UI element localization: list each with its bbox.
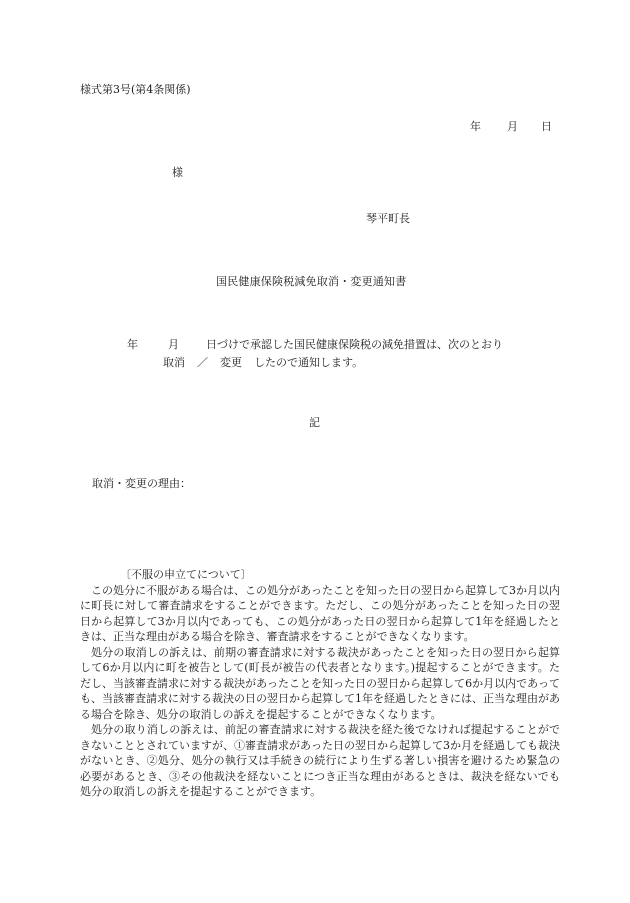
reason-label: 取消・変更の理由： <box>92 477 191 490</box>
notification-sentence: したので通知します。 <box>254 356 364 369</box>
option-separator: ／ <box>197 356 208 369</box>
addressee-honorific: 様 <box>172 166 183 179</box>
date-day-label: 日 <box>541 120 552 133</box>
appeal-paragraph: この処分に不服がある場合は、この処分があったことを知った日の翌日から起算して3か月以内に町長に対して審査請求をすることができます。ただし、この処分があったことを知った日の翌日から起算して3か月以内であっても、この処分があった日の翌日から起算して1年を経過したときは、正当な理由がある場合を除き、審査請求をすることができなくなります。 <box>80 583 560 643</box>
appeal-heading: 〔不服の申立てについて〕 <box>120 568 252 581</box>
notice-body-line-1 <box>127 336 503 352</box>
date-month-label: 月 <box>507 120 518 133</box>
document-title: 国民健康保険税減免取消・変更通知書 <box>216 275 407 288</box>
appeal-paragraph: 処分の取消しの訴えは、前期の審査請求に対する裁決があったことを知った日の翌日から起算して6か月以内に町を被告として(町長が被告の代表者となります。)提起することができます。ただし、当該審査請求に対する裁決があったことを知った日の翌日から起算して6か月以内であっても、当該審査請求に対する裁決の日の翌日から起算して1年を経過したときには、正当な理由がある場合を除き、処分の取消しの訴えを提起することができなくなります。 <box>80 645 560 721</box>
approval-month-label: 月 <box>168 338 179 351</box>
approval-sentence: 日づけで承認した国民健康保険税の減免措置は、次のとおり <box>206 338 503 351</box>
approval-year-label: 年 <box>127 338 138 351</box>
appeal-paragraph: 処分の取り消しの訴えは、前記の審査請求に対する裁決を経た後でなければ提起することができないこととされていますが、①審査請求があった日の翌日から起算して3か月を経過しても裁決がないとき、②処分、処分の執行又は手続きの続行により生ずる著しい損害を避けるため緊急の必要があるとき、③その他裁決を経ないことにつき正当な理由があるときは、裁決を経ないでも処分の取消しの訴えを提起することができます。 <box>80 723 560 798</box>
cancel-option: 取消 <box>163 356 185 369</box>
form-number-label: 様式第3号(第4条関係) <box>80 83 191 96</box>
appeal-notice-section <box>80 567 560 800</box>
sender-name: 琴平町長 <box>366 212 410 225</box>
ki-heading: 記 <box>309 416 320 429</box>
change-option: 変更 <box>220 356 242 369</box>
notice-body-line-2 <box>163 354 363 370</box>
date-year-label: 年 <box>470 120 481 133</box>
